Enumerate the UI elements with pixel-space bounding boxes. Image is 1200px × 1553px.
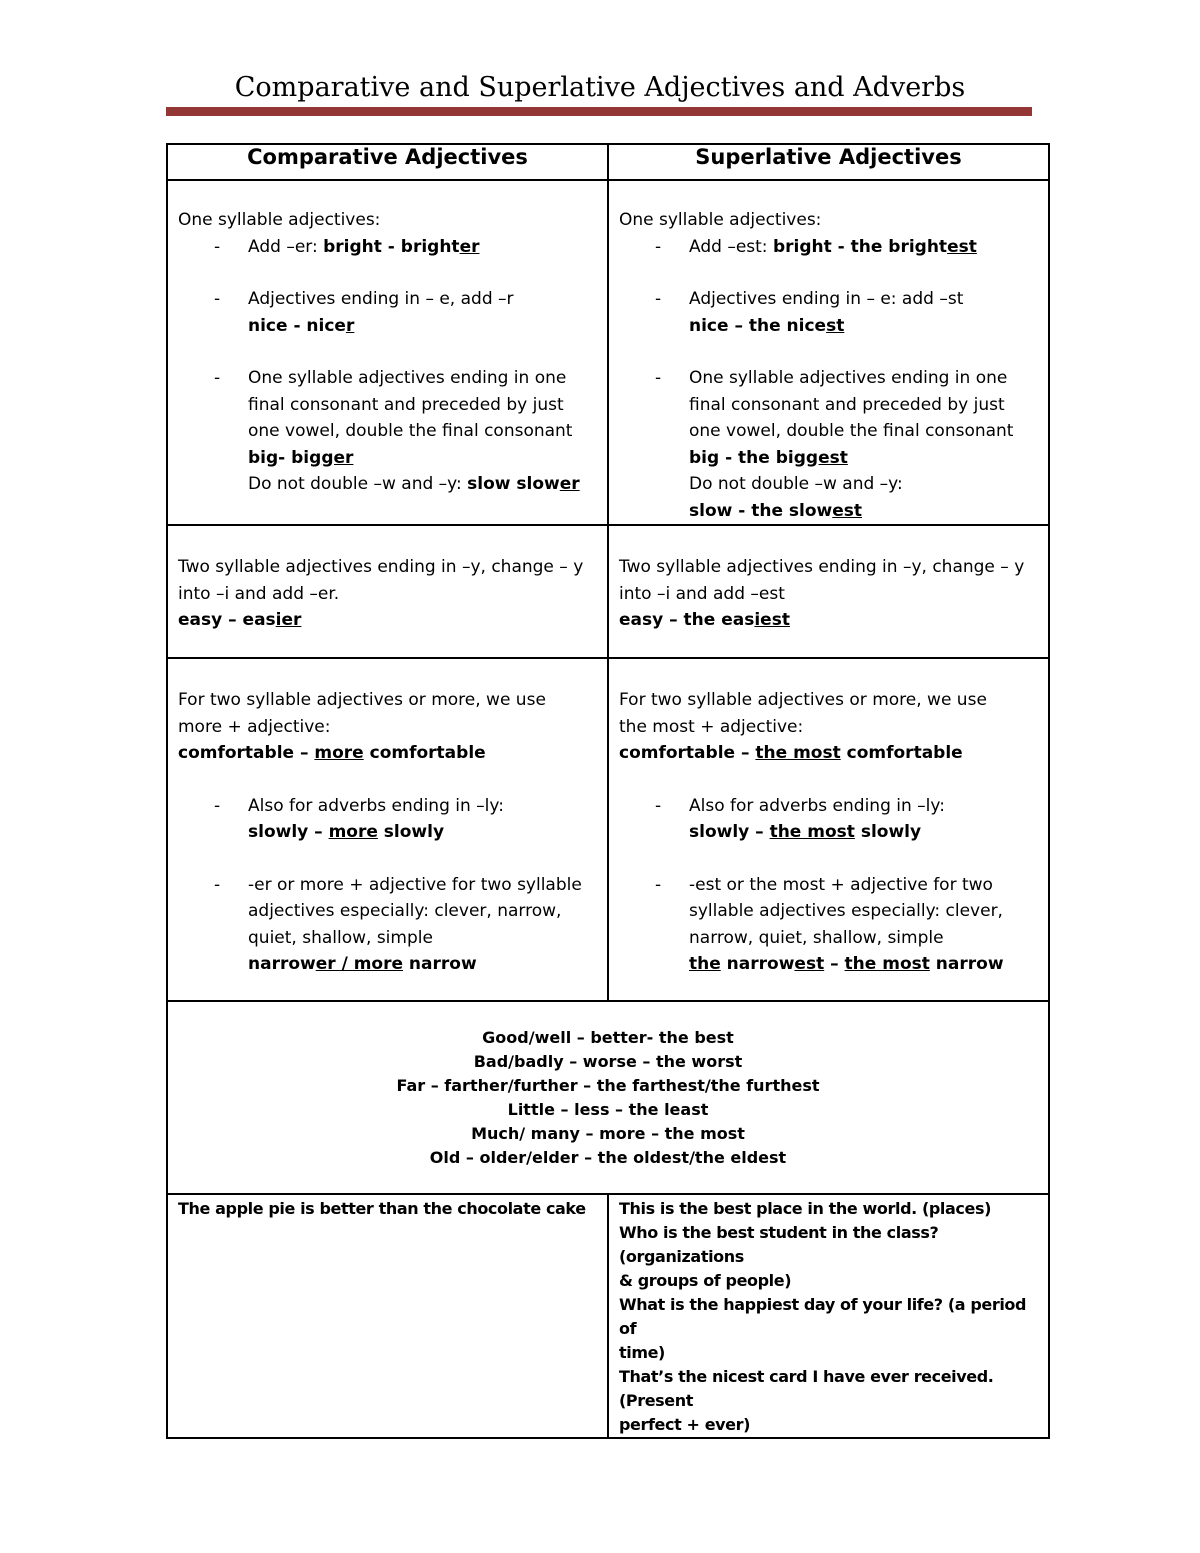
long-adjectives-row [167, 658, 1049, 1001]
example-base: slow slow [467, 474, 560, 494]
rule-text-line: For two syllable adjectives or more, we use [619, 690, 987, 710]
example-sentence: What is the happiest day of your life? (a period of [619, 1295, 1027, 1338]
example-base: slow - the slow [689, 500, 833, 521]
example-sentence: Who is the best student in the class?(organizations [619, 1223, 939, 1266]
example-base: easy – the eas [619, 610, 755, 630]
example-line [619, 498, 1038, 525]
comparative-long-cell [167, 658, 608, 1001]
example-text: narrow [248, 954, 316, 974]
document-title: Comparative and Superlative Adjectives and Adverbs [234, 72, 966, 103]
rule-er-or-more: - -er or more + adjective for two syllable [178, 872, 597, 899]
rule-text-line: one vowel, double the final consonant [689, 421, 1014, 441]
example-underlined: more [328, 822, 378, 842]
example-base: big - the big [689, 447, 806, 468]
example-text: slowly – [689, 822, 770, 842]
rule-text-line: one vowel, double the final consonant [248, 421, 573, 441]
example-line [619, 740, 1038, 767]
irregular-line: Old – older/elder – the oldest/the eldest [429, 1148, 787, 1167]
example-sentence: perfect + ever) [619, 1415, 751, 1434]
rule-text-line: the most + adjective: [619, 716, 804, 737]
irregular-line: Much/ many – more – the most [471, 1124, 745, 1143]
example-text: slowly – [248, 822, 329, 842]
adjectives-table [166, 143, 1050, 1439]
intro-text: One syllable adjectives: [178, 210, 381, 230]
rule-add-est [619, 234, 1038, 261]
example-text: narrow [929, 954, 1004, 974]
example-suffix: st [826, 315, 845, 336]
example-text: slowly [854, 822, 922, 842]
rule-text-line: Two syllable adjectives ending in –y, change – y [619, 557, 1025, 577]
comparative-example-cell [167, 1194, 608, 1438]
rule-text-line: narrow, quiet, shallow, simple [689, 927, 944, 948]
example-sentence: time) [619, 1343, 665, 1362]
example-text: comfortable – [619, 743, 756, 763]
rule-add-er [178, 234, 597, 261]
rule-double-consonant: - One syllable adjectives ending in one [178, 365, 597, 392]
rule-text-line: quiet, shallow, simple [248, 927, 433, 948]
rule-adverbs-ly: - Also for adverbs ending in –ly: [619, 793, 1038, 820]
rule-adverbs-ly: - Also for adverbs ending in –ly: [178, 793, 597, 820]
note-text: Do not double –w and –y: [248, 474, 468, 494]
comparative-y-cell [167, 525, 608, 658]
example-line [619, 445, 1038, 472]
example-base: nice – the nice [689, 315, 827, 336]
rule-text-line: syllable adjectives especially: clever, [689, 901, 1003, 921]
example-line [178, 445, 597, 472]
example-text: – [824, 954, 845, 974]
example-underlined: the [689, 954, 721, 974]
header-row [167, 144, 1049, 180]
example-underlined: er / more [315, 954, 404, 974]
rule-text-line: more + adjective: [178, 716, 331, 737]
rule-est-or-most: - -est or the most + adjective for two [619, 872, 1038, 899]
example-base: easy – eas [178, 610, 276, 630]
example-line [178, 740, 597, 767]
note-line [178, 471, 597, 498]
rule-text-line: into –i and add –est [619, 583, 785, 604]
example-suffix: er [459, 236, 480, 257]
superlative-long-cell [608, 658, 1049, 1001]
title-underline-rule [166, 107, 1032, 116]
example-underlined: the most [844, 954, 930, 974]
rule-text-line: final consonant and preceded by just [248, 394, 564, 415]
example-base: big- big [248, 447, 322, 468]
irregular-line: Little – less – the least [507, 1100, 709, 1119]
example-text: slowly [377, 822, 445, 842]
example-base: nice - nice [248, 315, 346, 336]
two-syllable-y-row [167, 525, 1049, 658]
rule-text-line: For two syllable adjectives or more, we use [178, 690, 546, 710]
example-suffix: iest [754, 610, 790, 630]
example-line [178, 819, 597, 846]
example-suffix: gest [805, 447, 848, 468]
superlative-header: Superlative Adjectives [608, 144, 1049, 180]
example-base: bright - the bright [772, 236, 948, 257]
example-suffix: ger [321, 447, 354, 468]
example-suffix: ier [275, 610, 302, 630]
rule-double-consonant: - One syllable adjectives ending in one [619, 365, 1038, 392]
example-underlined: est [794, 954, 825, 974]
rule-text-line: Two syllable adjectives ending in –y, change – y [178, 557, 584, 577]
one-syllable-row [167, 180, 1049, 525]
superlative-examples-cell [608, 1194, 1049, 1438]
superlative-y-cell [608, 525, 1049, 658]
example-line [619, 313, 1038, 340]
example-underlined: the most [755, 743, 841, 763]
example-line [178, 313, 597, 340]
irregular-row [167, 1001, 1049, 1194]
example-sentence: This is the best place in the world. (places) [619, 1199, 991, 1218]
example-line [619, 951, 1038, 978]
rule-text-line: final consonant and preceded by just [689, 394, 1005, 415]
example-line [619, 607, 1038, 634]
example-line [178, 607, 597, 634]
intro-text: One syllable adjectives: [619, 210, 822, 230]
example-suffix: est [947, 236, 977, 257]
example-text: comfortable [840, 743, 963, 763]
rule-ending-e: - Adjectives ending in – e, add –r [178, 286, 597, 313]
comparative-header: Comparative Adjectives [167, 144, 608, 180]
example-text: narrow [720, 954, 795, 974]
example-sentence: & groups of people) [619, 1271, 792, 1290]
note-line: Do not double –w and –y: [689, 474, 903, 494]
example-base: bright - bright [323, 236, 460, 257]
superlative-one-syllable-cell [608, 180, 1049, 525]
example-text: comfortable [363, 743, 486, 763]
rule-text-line: into –i and add –er. [178, 583, 340, 604]
rule-text: Add –er: [248, 236, 324, 257]
example-text: comfortable – [178, 743, 315, 763]
irregular-forms-cell [167, 1001, 1049, 1194]
example-line [178, 951, 597, 978]
example-underlined: the most [769, 822, 855, 842]
example-suffix: est [832, 500, 863, 521]
irregular-line: Far – farther/further – the farthest/the furthest [396, 1076, 820, 1095]
examples-row [167, 1194, 1049, 1438]
example-suffix: r [345, 315, 355, 336]
example-sentence: That’s the nicest card I have ever received. (Present [619, 1367, 994, 1410]
example-text: narrow [403, 954, 477, 974]
rule-ending-e: - Adjectives ending in – e: add –st [619, 286, 1038, 313]
comparative-one-syllable-cell [167, 180, 608, 525]
rule-text: Add –est: [689, 236, 773, 257]
example-suffix: er [559, 474, 580, 494]
rule-text-line: adjectives especially: clever, narrow, [248, 901, 562, 921]
example-line [619, 819, 1038, 846]
irregular-line: Good/well – better- the best [482, 1028, 734, 1047]
example-underlined: more [314, 743, 364, 763]
example-sentence: The apple pie is better than the chocolate cake [178, 1199, 586, 1218]
irregular-line: Bad/badly – worse – the worst [473, 1052, 743, 1071]
